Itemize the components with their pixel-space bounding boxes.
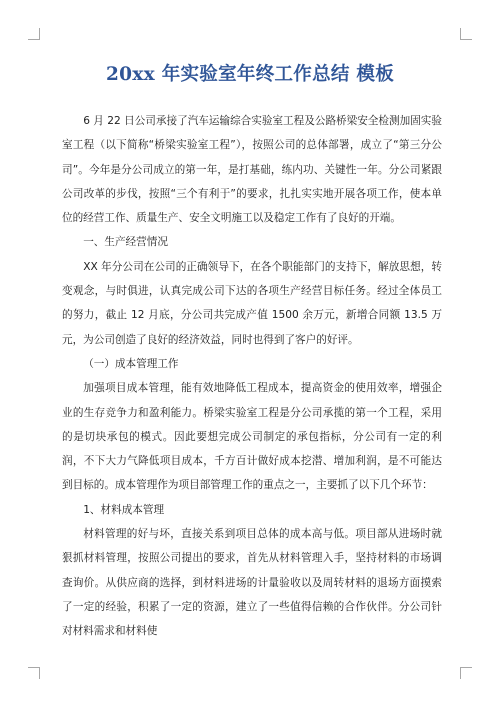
item-heading-material: 1、材料成本管理 [83, 503, 165, 516]
title-year: 20xx [105, 64, 155, 85]
paragraph-intro: 6 月 22 日公司承接了汽车运输综合实验室工程及公路桥梁安全检测加固实验室工程（以下简称“桥梁实验室工程”），按照公司的总体部署，成立了“第三分公司”。今年是分公司成立的第一年，是打基础，练内功、关键性一年。分公司紧跟公司改革的步伐，按照“三个有利于”的要求，扎扎实实地开展各项工作，使本单位的经营工作、质量生产、安全文明施工以及稳定工作有了良好的开端。 [62, 115, 442, 225]
title-text: 年实验室年终工作总结 模板 [154, 64, 395, 85]
section-heading-production: 一、生产经营情况 [83, 236, 168, 249]
paragraph-cost: 加强项目成本管理，能有效地降低工程成本，提高资金的使用效率，增强企业的生存竞争力和盈利能力。桥梁实验室工程是分公司承揽的第一个工程，采用的是切块承包的模式。因此要想完成公司制定的承包指标，分公司有一定的利润，不下大力气降低项目成本，千方百计做好成本挖潜、增加利润，是不可能达到目标的。成本管理作为项目部管理工作的重点之一，主要抓了以下几个环节： [62, 382, 442, 492]
crop-mark-bottom-left [28, 667, 40, 679]
crop-mark-bottom-right [460, 667, 472, 679]
paragraph-material: 材料管理的好与坏，直接关系到项目总体的成本高与低。项目部从进场时就狠抓材料管理，按照公司提出的要求，首先从材料管理入手，坚持材料的市场调查询价。从供应商的选择，到材料进场的计量验收以及周转材料的退场方面摸索了一定的经验，积累了一定的资源，建立了一些值得信赖的合作伙伴。分公司针对材料需求和材料使 [62, 528, 442, 638]
crop-mark-top-right [460, 28, 472, 40]
crop-mark-top-left [28, 28, 40, 40]
document-title [0, 60, 500, 86]
subsection-heading-cost: （一）成本管理工作 [83, 357, 179, 370]
paragraph-production: XX 年分公司在公司的正确领导下，在各个职能部门的支持下，解放思想，转变观念，与时俱进，认真完成公司下达的各项生产经营目标任务。经过全体员工的努力，截止 12 月底，分公司共完成产值 1500 余万元，新增合同额 13.5 万元，为公司创造了良好的经济效益，同时也得到了客户的好评。 [62, 260, 442, 346]
document-body [62, 109, 442, 644]
